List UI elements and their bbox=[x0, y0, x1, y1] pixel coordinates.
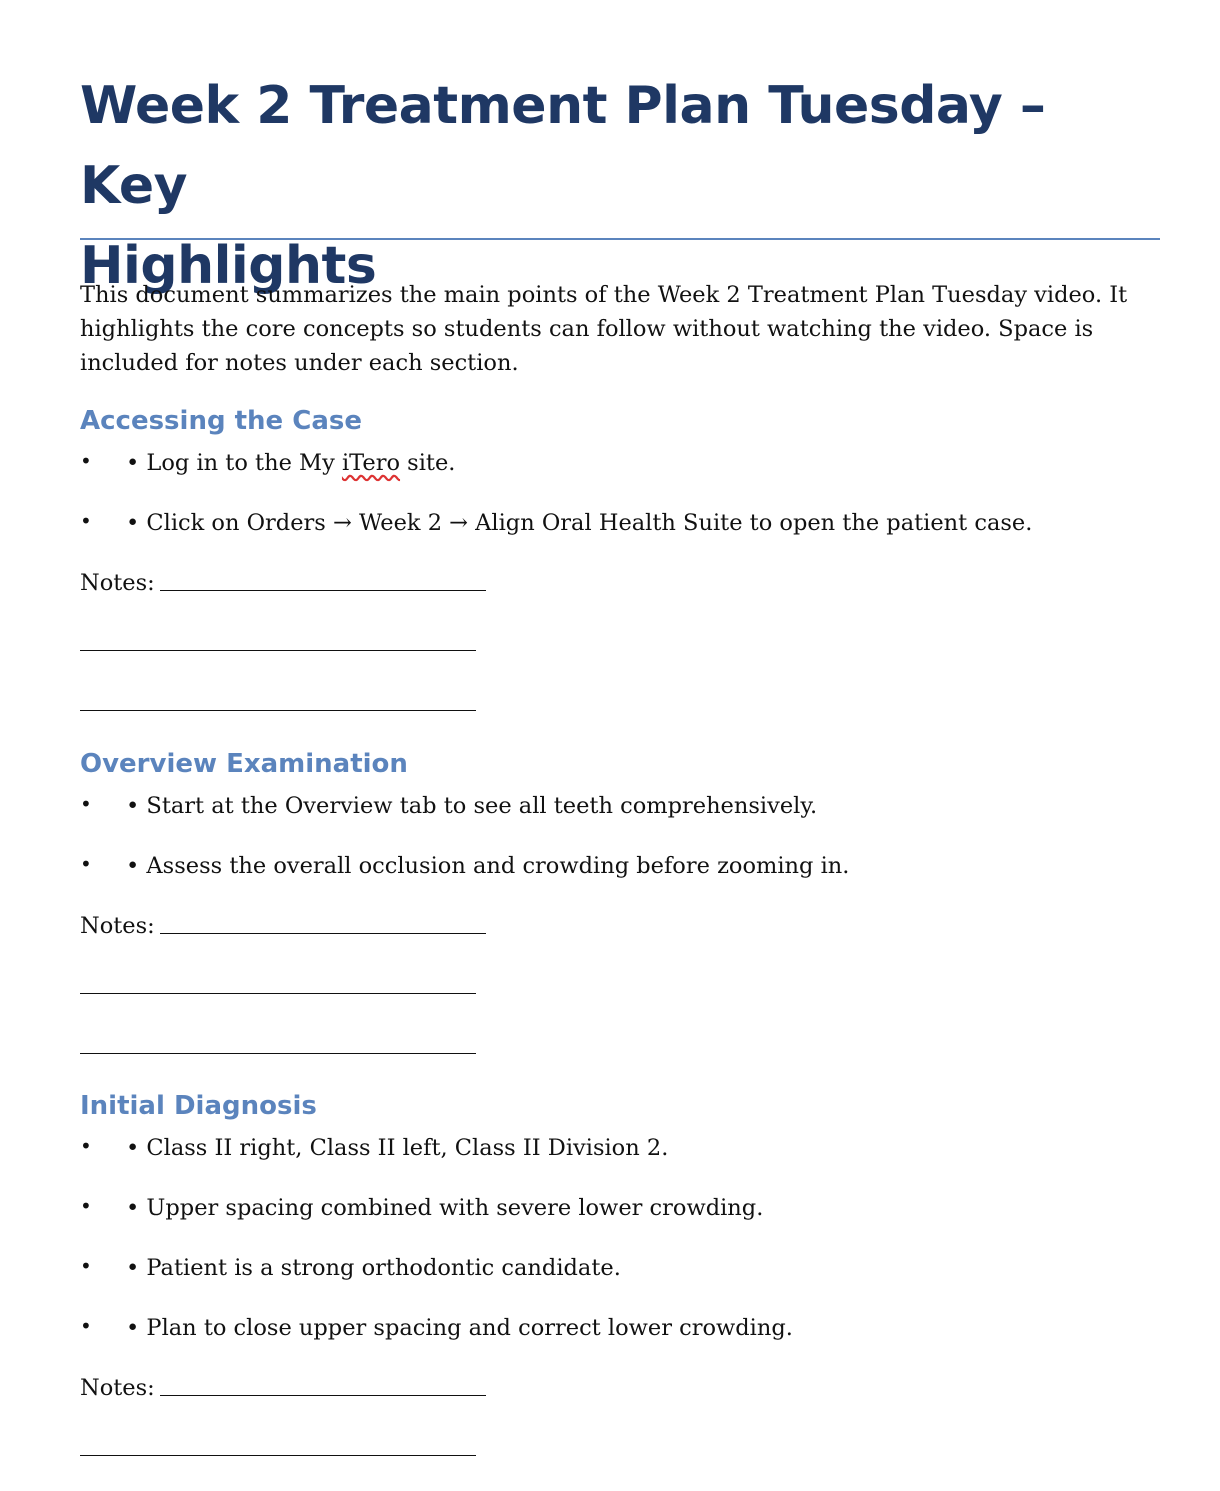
section-overview-examination bbox=[80, 747, 1160, 1089]
notes-line bbox=[80, 909, 1160, 969]
list-item-text-suffix: site. bbox=[400, 450, 456, 476]
title-line-1: Week 2 Treatment Plan Tuesday – Key bbox=[80, 76, 1046, 216]
notes-blank[interactable] bbox=[80, 1053, 476, 1054]
bullet-icon: • bbox=[80, 449, 92, 473]
notes-blank[interactable] bbox=[80, 650, 476, 651]
notes-blank-line bbox=[80, 626, 1160, 686]
list-item-text: • Patient is a strong orthodontic candidate. bbox=[126, 1255, 621, 1281]
list-item-text: • Assess the overall occlusion and crowding before zooming in. bbox=[126, 853, 850, 879]
bullet-icon: • bbox=[80, 509, 92, 533]
notes-label: Notes: bbox=[80, 913, 155, 939]
notes-blank[interactable] bbox=[80, 710, 476, 711]
title-line-2: Highlights bbox=[80, 236, 377, 296]
notes-label: Notes: bbox=[80, 1375, 155, 1401]
bullet-list bbox=[80, 446, 1160, 566]
section-heading: Accessing the Case bbox=[80, 406, 362, 436]
notes-blank[interactable] bbox=[160, 1395, 486, 1396]
notes-blank-line bbox=[80, 686, 1160, 746]
bullet-list bbox=[80, 789, 1160, 909]
title-divider bbox=[80, 238, 1160, 240]
section-accessing-the-case bbox=[80, 404, 1160, 746]
notes-blank[interactable] bbox=[160, 590, 486, 591]
list-item-text-prefix: • Log in to the My bbox=[126, 450, 342, 476]
list-item-text: • Upper spacing combined with severe lower crowding. bbox=[126, 1195, 764, 1221]
notes-blank[interactable] bbox=[80, 1455, 476, 1456]
bullet-icon: • bbox=[80, 1134, 92, 1158]
notes-line bbox=[80, 566, 1160, 626]
notes-blank-line bbox=[80, 1431, 1160, 1491]
list-item bbox=[80, 849, 1160, 909]
bullet-icon: • bbox=[80, 792, 92, 816]
bullet-icon: • bbox=[80, 1194, 92, 1218]
bullet-icon: • bbox=[80, 1254, 92, 1278]
bullet-list bbox=[80, 1131, 1160, 1371]
list-item bbox=[80, 1251, 1160, 1311]
notes-blank[interactable] bbox=[80, 993, 476, 994]
list-item-text bbox=[126, 446, 455, 480]
notes-blank-line bbox=[80, 969, 1160, 1029]
list-item-text: • Class II right, Class II left, Class II Division 2. bbox=[126, 1135, 669, 1161]
list-item-text: • Start at the Overview tab to see all teeth comprehensively. bbox=[126, 793, 818, 819]
bullet-icon: • bbox=[80, 1314, 92, 1338]
notes-label: Notes: bbox=[80, 570, 155, 596]
list-item bbox=[80, 1191, 1160, 1251]
list-item bbox=[80, 1131, 1160, 1191]
list-item bbox=[80, 446, 1160, 506]
spellcheck-flagged-word[interactable]: iTero bbox=[341, 450, 401, 476]
intro-paragraph: This document summarizes the main points of the Week 2 Treatment Plan Tuesday video. It highlights the core concepts so students can follow without watching the video. Space is included for notes under each section. bbox=[80, 282, 1128, 376]
list-item-text: • Click on Orders → Week 2 → Align Oral Health Suite to open the patient case. bbox=[126, 510, 1033, 536]
bullet-icon: • bbox=[80, 852, 92, 876]
section-initial-diagnosis bbox=[80, 1089, 1160, 1491]
section-heading: Overview Examination bbox=[80, 749, 408, 779]
list-item bbox=[80, 1311, 1160, 1371]
document-title bbox=[80, 0, 1160, 306]
section-heading: Initial Diagnosis bbox=[80, 1091, 317, 1121]
document-page bbox=[80, 0, 1160, 1401]
notes-blank[interactable] bbox=[160, 933, 486, 934]
list-item bbox=[80, 506, 1160, 566]
notes-line bbox=[80, 1371, 1160, 1431]
list-item-text: • Plan to close upper spacing and correct lower crowding. bbox=[126, 1315, 793, 1341]
list-item bbox=[80, 789, 1160, 849]
notes-blank-line bbox=[80, 1029, 1160, 1089]
